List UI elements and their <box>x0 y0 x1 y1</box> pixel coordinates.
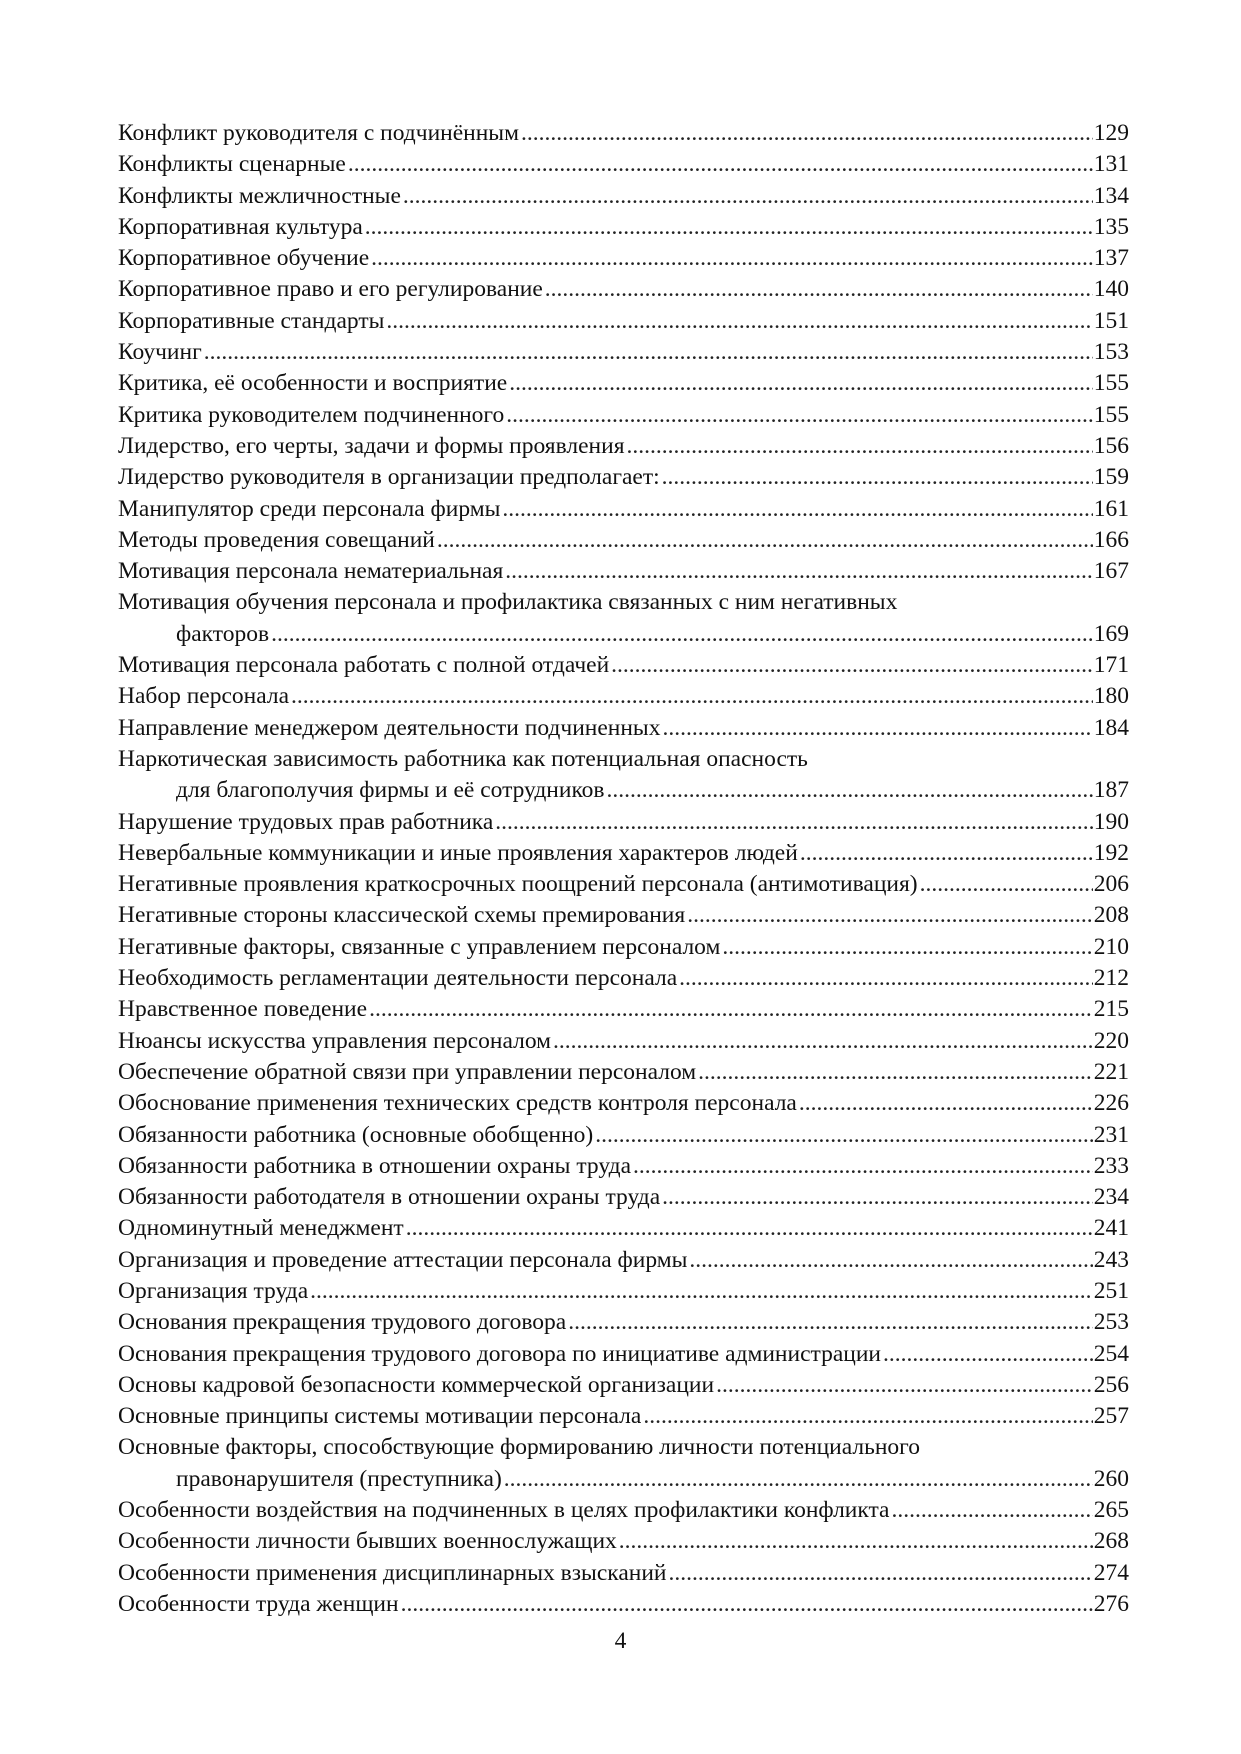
toc-entry-line <box>118 525 1129 556</box>
toc-entry-line <box>118 556 1129 587</box>
dot-leader <box>643 1401 1092 1432</box>
toc-entry <box>118 306 1129 337</box>
toc-entry-line <box>118 900 1129 931</box>
toc-entry-line <box>118 1120 1129 1151</box>
toc-entry-line <box>118 1276 1129 1307</box>
toc-entry-title: Направление менеджером деятельности подчиненных <box>118 714 661 741</box>
toc-entry-page: 190 <box>1093 808 1129 835</box>
toc-entry-page: 155 <box>1093 401 1129 428</box>
toc-entry-line <box>118 1026 1129 1057</box>
toc-entry <box>118 1120 1129 1151</box>
toc-entry-title: Обоснование применения технических средств контроля персонала <box>118 1090 797 1117</box>
toc-entry-title: Обеспечение обратной связи при управлении персоналом <box>118 1058 697 1085</box>
dot-leader <box>509 368 1093 399</box>
table-of-contents <box>118 118 1129 1620</box>
dot-leader <box>689 1245 1092 1276</box>
toc-entry <box>118 1589 1129 1620</box>
toc-entry-title: Обязанности работника (основные обобщенно) <box>118 1121 594 1148</box>
toc-entry <box>118 149 1129 180</box>
toc-entry-page: 206 <box>1093 871 1129 898</box>
toc-entry-title: Негативные проявления краткосрочных поощрений персонала (антимотивация) <box>118 871 918 898</box>
toc-entry-page: 220 <box>1093 1027 1129 1054</box>
toc-entry-title: Корпоративная культура <box>118 213 363 240</box>
toc-entry-page: 274 <box>1093 1559 1129 1586</box>
dot-leader <box>662 713 1092 744</box>
toc-entry-line <box>118 994 1129 1025</box>
toc-entry-line <box>118 1307 1129 1338</box>
toc-entry <box>118 494 1129 525</box>
toc-entry <box>118 1307 1129 1338</box>
dot-leader <box>891 1495 1092 1526</box>
dot-leader <box>437 525 1093 556</box>
toc-entry-title: Особенности труда женщин <box>118 1590 399 1617</box>
dot-leader <box>607 775 1093 806</box>
toc-entry-page: 134 <box>1093 182 1129 209</box>
toc-entry-title: Основные факторы, способствующие формированию личности потенциального <box>118 1434 920 1461</box>
toc-entry-title: Мотивация обучения персонала и профилактика связанных с ним негативных <box>118 589 898 616</box>
toc-entry-line <box>118 1495 1129 1526</box>
toc-entry <box>118 1558 1129 1589</box>
toc-entry-line <box>118 149 1129 180</box>
dot-leader <box>687 900 1093 931</box>
toc-entry <box>118 1057 1129 1088</box>
toc-entry-page: 135 <box>1093 213 1129 240</box>
toc-entry-title: Основы кадровой безопасности коммерческой организации <box>118 1371 715 1398</box>
toc-entry-title: правонарушителя (преступника) <box>176 1465 502 1492</box>
toc-entry-line <box>118 1182 1129 1213</box>
toc-entry-title: Особенности применения дисциплинарных взысканий <box>118 1559 667 1586</box>
toc-entry-title: Организация труда <box>118 1277 309 1304</box>
toc-entry-title: Одноминутный менеджмент <box>118 1215 404 1242</box>
page-number: 4 <box>614 1628 627 1654</box>
dot-leader <box>662 1182 1093 1213</box>
toc-entry-page: 140 <box>1093 276 1129 303</box>
toc-entry-page: 171 <box>1093 652 1129 679</box>
toc-entry-title: Организация и проведение аттестации персонала фирмы <box>118 1246 688 1273</box>
dot-leader <box>495 807 1092 838</box>
toc-entry-line <box>118 1370 1129 1401</box>
toc-entry <box>118 838 1129 869</box>
toc-entry <box>118 744 1129 807</box>
toc-entry-title: Корпоративное право и его регулирование <box>118 276 543 303</box>
toc-entry-page: 167 <box>1093 558 1129 585</box>
toc-entry-title: Обязанности работника в отношении охраны труда <box>118 1152 631 1179</box>
toc-entry-title: Конфликты сценарные <box>118 151 346 178</box>
dot-leader <box>553 1026 1093 1057</box>
toc-entry-page: 265 <box>1093 1497 1129 1524</box>
toc-entry <box>118 431 1129 462</box>
toc-entry-page: 155 <box>1093 370 1129 397</box>
toc-entry-page: 153 <box>1093 339 1129 366</box>
toc-entry <box>118 932 1129 963</box>
dot-leader <box>406 1213 1093 1244</box>
toc-entry-title: факторов <box>176 620 270 647</box>
toc-entry-title: Конфликты межличностные <box>118 182 401 209</box>
toc-entry-title: Наркотическая зависимость работника как потенциальная опасность <box>118 745 808 772</box>
dot-leader <box>920 869 1093 900</box>
toc-entry-page: 129 <box>1093 120 1129 146</box>
toc-entry <box>118 807 1129 838</box>
toc-entry-title: Нравственное поведение <box>118 996 368 1023</box>
toc-entry-page: 276 <box>1093 1590 1129 1617</box>
toc-entry-line <box>118 1213 1129 1244</box>
toc-entry <box>118 713 1129 744</box>
toc-entry <box>118 1245 1129 1276</box>
toc-entry-page: 253 <box>1093 1309 1129 1336</box>
toc-entry-line <box>118 744 1129 775</box>
toc-entry-line <box>118 181 1129 212</box>
toc-entry-page: 166 <box>1093 526 1129 553</box>
dot-leader <box>716 1370 1093 1401</box>
toc-entry <box>118 1213 1129 1244</box>
dot-leader <box>371 243 1093 274</box>
toc-entry-line <box>118 807 1129 838</box>
toc-entry-line <box>118 368 1129 399</box>
toc-entry-title: Корпоративное обучение <box>118 245 370 272</box>
toc-entry-page: 208 <box>1093 902 1129 929</box>
toc-entry <box>118 274 1129 305</box>
toc-entry-line <box>118 118 1129 149</box>
dot-leader <box>369 994 1093 1025</box>
toc-entry <box>118 1526 1129 1557</box>
dot-leader <box>800 838 1093 869</box>
toc-entry-title: Нюансы искусства управления персоналом <box>118 1027 552 1054</box>
dot-leader <box>633 1151 1093 1182</box>
toc-entry-line <box>118 1151 1129 1182</box>
toc-entry-page: 180 <box>1093 683 1129 710</box>
toc-entry-title: для благополучия фирмы и её сотрудников <box>176 777 605 804</box>
toc-entry-page: 226 <box>1093 1090 1129 1117</box>
toc-entry-line <box>118 1401 1129 1432</box>
toc-entry <box>118 587 1129 650</box>
toc-entry-line <box>118 274 1129 305</box>
toc-entry <box>118 462 1129 493</box>
toc-entry-title: Лидерство, его черты, задачи и формы проявления <box>118 432 625 459</box>
toc-entry-line <box>118 932 1129 963</box>
toc-entry-title: Конфликт руководителя с подчинённым <box>118 120 519 146</box>
toc-entry-page: 137 <box>1093 245 1129 272</box>
toc-entry <box>118 525 1129 556</box>
toc-entry <box>118 1276 1129 1307</box>
toc-entry-page: 192 <box>1093 839 1129 866</box>
toc-entry <box>118 337 1129 368</box>
toc-entry-title: Нарушение трудовых прав работника <box>118 808 494 835</box>
toc-entry-page: 231 <box>1093 1121 1129 1148</box>
toc-entry-page: 256 <box>1093 1371 1129 1398</box>
toc-entry <box>118 650 1129 681</box>
dot-leader <box>698 1057 1093 1088</box>
toc-entry-line <box>118 1589 1129 1620</box>
toc-entry <box>118 681 1129 712</box>
toc-entry-page: 234 <box>1093 1184 1129 1211</box>
toc-entry <box>118 1088 1129 1119</box>
toc-entry-title: Мотивация персонала работать с полной отдачей <box>118 652 610 679</box>
toc-entry <box>118 556 1129 587</box>
toc-entry-page: 184 <box>1093 714 1129 741</box>
toc-entry-title: Критика, её особенности и восприятие <box>118 370 508 397</box>
toc-entry-title: Корпоративные стандарты <box>118 307 385 334</box>
toc-entry <box>118 118 1129 149</box>
dot-leader <box>291 681 1093 712</box>
toc-entry-page: 159 <box>1093 464 1129 491</box>
dot-leader <box>627 431 1093 462</box>
toc-entry-title: Обязанности работодателя в отношении охраны труда <box>118 1184 661 1211</box>
toc-entry <box>118 1495 1129 1526</box>
toc-entry-title: Методы проведения совещаний <box>118 526 435 553</box>
toc-entry-line <box>118 963 1129 994</box>
toc-entry-title: Набор персонала <box>118 683 290 710</box>
toc-entry-page: 241 <box>1093 1215 1129 1242</box>
toc-entry-title: Основные принципы системы мотивации персонала <box>118 1403 642 1430</box>
toc-entry-page: 169 <box>1093 620 1129 647</box>
toc-entry-title: Особенности личности бывших военнослужащих <box>118 1528 617 1555</box>
toc-entry-line <box>118 400 1129 431</box>
toc-entry-line <box>118 713 1129 744</box>
toc-entry-page: 131 <box>1093 151 1129 178</box>
toc-entry-line <box>118 587 1129 618</box>
dot-leader <box>348 149 1093 180</box>
dot-leader <box>883 1339 1093 1370</box>
toc-entry-page: 221 <box>1093 1058 1129 1085</box>
toc-entry-line <box>118 1339 1129 1370</box>
toc-entry-title: Лидерство руководителя в организации предполагает: <box>118 464 660 491</box>
dot-leader <box>521 118 1093 149</box>
dot-leader <box>365 212 1093 243</box>
toc-entry-line <box>118 431 1129 462</box>
toc-entry <box>118 181 1129 212</box>
toc-entry-line <box>118 243 1129 274</box>
dot-leader <box>662 462 1093 493</box>
dot-leader <box>502 494 1092 525</box>
dot-leader <box>204 337 1093 368</box>
toc-entry-line <box>118 650 1129 681</box>
toc-entry <box>118 1151 1129 1182</box>
toc-entry-title: Коучинг <box>118 339 202 366</box>
toc-entry-line <box>118 1432 1129 1463</box>
toc-entry <box>118 963 1129 994</box>
toc-entry <box>118 869 1129 900</box>
dot-leader <box>504 1464 1093 1495</box>
toc-entry-continuation <box>118 1464 1129 1495</box>
toc-entry-page: 212 <box>1093 965 1129 992</box>
toc-entry <box>118 368 1129 399</box>
toc-entry-title: Негативные стороны классической схемы премирования <box>118 902 686 929</box>
toc-entry-page: 156 <box>1093 432 1129 459</box>
toc-entry-page: 260 <box>1093 1465 1129 1492</box>
toc-entry <box>118 1339 1129 1370</box>
toc-entry <box>118 994 1129 1025</box>
toc-entry-page: 268 <box>1093 1528 1129 1555</box>
toc-entry-continuation <box>118 775 1129 806</box>
dot-leader <box>506 400 1093 431</box>
toc-entry-title: Негативные факторы, связанные с управлением персоналом <box>118 933 721 960</box>
dot-leader <box>310 1276 1093 1307</box>
toc-entry-page: 210 <box>1093 933 1129 960</box>
toc-entry-line <box>118 337 1129 368</box>
dot-leader <box>403 181 1093 212</box>
toc-entry-line <box>118 494 1129 525</box>
toc-entry <box>118 1401 1129 1432</box>
toc-entry <box>118 1182 1129 1213</box>
dot-leader <box>679 963 1093 994</box>
toc-entry-title: Невербальные коммуникации и иные проявления характеров людей <box>118 839 798 866</box>
toc-entry-page: 151 <box>1093 307 1129 334</box>
dot-leader <box>611 650 1093 681</box>
dot-leader <box>595 1120 1093 1151</box>
toc-entry <box>118 1432 1129 1495</box>
toc-entry-page: 161 <box>1093 495 1129 522</box>
toc-entry-continuation <box>118 619 1129 650</box>
dot-leader <box>619 1526 1093 1557</box>
toc-entry-page: 215 <box>1093 996 1129 1023</box>
dot-leader <box>386 306 1092 337</box>
toc-entry <box>118 1026 1129 1057</box>
toc-entry-page: 243 <box>1093 1246 1129 1273</box>
dot-leader <box>668 1558 1092 1589</box>
toc-entry-line <box>118 1558 1129 1589</box>
toc-entry-page: 257 <box>1093 1403 1129 1430</box>
toc-entry-line <box>118 1057 1129 1088</box>
toc-entry-line <box>118 1245 1129 1276</box>
toc-entry-line <box>118 306 1129 337</box>
dot-leader <box>545 274 1093 305</box>
toc-entry <box>118 400 1129 431</box>
toc-entry-line <box>118 1088 1129 1119</box>
toc-entry-page: 187 <box>1093 777 1129 804</box>
toc-entry-page: 254 <box>1093 1340 1129 1367</box>
toc-entry-line <box>118 212 1129 243</box>
toc-entry-page: 251 <box>1093 1277 1129 1304</box>
toc-entry-line <box>118 869 1129 900</box>
dot-leader <box>722 932 1092 963</box>
toc-entry-title: Манипулятор среди персонала фирмы <box>118 495 501 522</box>
dot-leader <box>505 556 1092 587</box>
toc-entry-line <box>118 462 1129 493</box>
toc-entry-title: Необходимость регламентации деятельности персонала <box>118 965 678 992</box>
dot-leader <box>271 619 1093 650</box>
toc-entry-line <box>118 838 1129 869</box>
toc-entry-page: 233 <box>1093 1152 1129 1179</box>
dot-leader <box>799 1088 1093 1119</box>
toc-entry-title: Особенности воздействия на подчиненных в целях профилактики конфликта <box>118 1497 890 1524</box>
dot-leader <box>568 1307 1093 1338</box>
toc-entry <box>118 212 1129 243</box>
toc-entry-title: Критика руководителем подчиненного <box>118 401 505 428</box>
toc-entry-title: Основания прекращения трудового договора <box>118 1309 567 1336</box>
toc-entry <box>118 900 1129 931</box>
toc-entry-line <box>118 1526 1129 1557</box>
toc-entry <box>118 243 1129 274</box>
toc-entry-line <box>118 681 1129 712</box>
toc-entry-title: Основания прекращения трудового договора по инициативе администрации <box>118 1340 881 1367</box>
dot-leader <box>401 1589 1093 1620</box>
toc-entry-title: Мотивация персонала нематериальная <box>118 558 504 585</box>
toc-entry <box>118 1370 1129 1401</box>
